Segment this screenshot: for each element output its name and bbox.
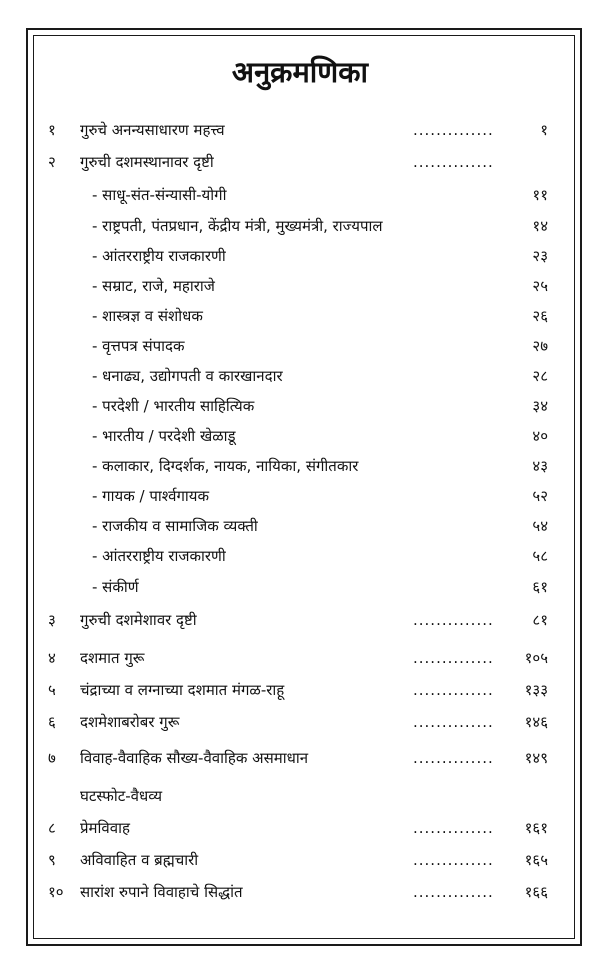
toc-entry-title: सारांश रुपाने विवाहाचे सिद्धांत xyxy=(80,883,243,901)
toc-entry xyxy=(0,606,600,634)
toc-entry-page: ११ xyxy=(532,186,548,204)
toc-entry-leader: .............. xyxy=(413,649,494,667)
toc-entry-number: ५ xyxy=(48,681,56,699)
toc-entry-title: दशमेशाबरोबर गुरू xyxy=(80,713,180,731)
toc-entry xyxy=(0,708,600,736)
toc-entry xyxy=(0,302,600,330)
toc-entry-title: - धनाढ्य, उद्योगपती व कारखानदार xyxy=(92,367,283,385)
toc-entry-page: ५४ xyxy=(532,517,548,535)
toc-entry-title: - संकीर्ण xyxy=(92,578,139,596)
toc-entry-leader: .............. xyxy=(413,749,494,767)
toc-entry xyxy=(0,392,600,420)
toc-entry-title: अविवाहित व ब्रह्मचारी xyxy=(80,851,199,869)
toc-entry-page: १ xyxy=(540,121,548,139)
toc-entry-title: - राष्ट्रपती, पंतप्रधान, केंद्रीय मंत्री, मुख्यमंत्री, राज्यपाल xyxy=(92,217,383,235)
toc-entry-title: प्रेमविवाह xyxy=(80,819,130,837)
toc-entry xyxy=(0,181,600,209)
toc-entry-number: २ xyxy=(48,153,56,171)
toc-entry-number: ९ xyxy=(48,851,56,869)
toc-entry-title: - वृत्तपत्र संपादक xyxy=(92,337,185,355)
toc-entry-leader: .............. xyxy=(413,819,494,837)
toc-entry xyxy=(0,116,600,144)
toc-entry-title: - आंतरराष्ट्रीय राजकारणी xyxy=(92,547,226,565)
toc-entry-title: गुरुची दशमस्थानावर दृष्टी xyxy=(80,153,214,171)
toc-entry xyxy=(0,573,600,601)
toc-entry xyxy=(0,148,600,176)
toc-entry-title: गुरुचे अनन्यसाधारण महत्त्व xyxy=(80,121,225,139)
toc-entry-page: १३३ xyxy=(524,681,548,699)
toc-entry-number: ३ xyxy=(48,611,56,629)
toc-entry-page: १४ xyxy=(532,217,548,235)
toc-entry xyxy=(0,744,600,772)
toc-entry-page: २६ xyxy=(532,307,548,325)
toc-entry-title: विवाह-वैवाहिक सौख्य-वैवाहिक असमाधान xyxy=(80,749,309,767)
toc-entry-leader: .............. xyxy=(413,611,494,629)
toc-entry-page: १६१ xyxy=(524,819,548,837)
toc-entry-title: दशमात गुरू xyxy=(80,649,145,667)
page-title: अनुक्रमणिका xyxy=(231,55,369,89)
toc-entry-page: ४० xyxy=(532,427,548,445)
toc-entry xyxy=(0,242,600,270)
toc-entry xyxy=(0,542,600,570)
toc-entry xyxy=(0,878,600,906)
toc-entry-page: ८१ xyxy=(532,611,548,629)
toc-entry-number: ४ xyxy=(48,649,56,667)
toc-entry xyxy=(0,846,600,874)
toc-entry-page: १६६ xyxy=(524,883,548,901)
toc-entry-page: ४३ xyxy=(532,457,548,475)
toc-entry-number: १ xyxy=(48,121,56,139)
toc-entry-page: ६१ xyxy=(532,578,548,596)
toc-entry xyxy=(0,212,600,240)
toc-entry-number: ८ xyxy=(48,819,56,837)
toc-entry-title: घटस्फोट-वैधव्य xyxy=(80,787,163,805)
toc-entry-title: - कलाकार, दिग्दर्शक, नायक, नायिका, संगीतकार xyxy=(92,457,359,475)
toc-entry xyxy=(0,644,600,672)
toc-entry-page: १४९ xyxy=(524,749,548,767)
toc-entry-title: - गायक / पार्श्वगायक xyxy=(92,487,209,505)
toc-entry-page: २८ xyxy=(532,367,548,385)
toc-entry-page: २५ xyxy=(532,277,548,295)
toc-entry-title: - साधू-संत-संन्यासी-योगी xyxy=(92,186,227,204)
toc-entry-page: १६५ xyxy=(524,851,548,869)
toc-entry xyxy=(0,676,600,704)
toc-entry xyxy=(0,512,600,540)
toc-entry xyxy=(0,332,600,360)
toc-entry-leader: .............. xyxy=(413,681,494,699)
toc-entry-title: - भारतीय / परदेशी खेळाडू xyxy=(92,427,236,445)
toc-entry xyxy=(0,482,600,510)
toc-entry-number: ७ xyxy=(48,749,56,767)
toc-entry-title: - सम्राट, राजे, महाराजे xyxy=(92,277,215,295)
toc-entry-title: - शास्त्रज्ञ व संशोधक xyxy=(92,307,203,325)
toc-entry-page: ५२ xyxy=(532,487,548,505)
toc-entry xyxy=(0,422,600,450)
toc-entry-title: - परदेशी / भारतीय साहित्यिक xyxy=(92,397,255,415)
toc-entry xyxy=(0,814,600,842)
toc-entry-page: २७ xyxy=(532,337,548,355)
toc-entry-page: १०५ xyxy=(524,649,548,667)
toc-entry-title: - आंतरराष्ट्रीय राजकारणी xyxy=(92,247,226,265)
toc-entry-leader: .............. xyxy=(413,121,494,139)
toc-entry-title: - राजकीय व सामाजिक व्यक्ती xyxy=(92,517,258,535)
toc-entry-leader: .............. xyxy=(413,883,494,901)
toc-entry-leader: .............. xyxy=(413,851,494,869)
toc-entry xyxy=(0,782,600,810)
toc-entry-number: ६ xyxy=(48,713,56,731)
toc-entry-page: १४६ xyxy=(524,713,548,731)
toc-entry-title: गुरुची दशमेशावर दृष्टी xyxy=(80,611,197,629)
toc-entry-page: २३ xyxy=(532,247,548,265)
toc-entry xyxy=(0,362,600,390)
toc-entry-page: ५८ xyxy=(532,547,548,565)
toc-entry-title: चंद्राच्या व लग्नाच्या दशमात मंगळ-राहू xyxy=(80,681,285,699)
toc-entry-leader: .............. xyxy=(413,153,494,171)
toc-entry-page: ३४ xyxy=(532,397,548,415)
toc-entry xyxy=(0,452,600,480)
toc-entry-leader: .............. xyxy=(413,713,494,731)
toc-entry-number: १० xyxy=(48,883,64,901)
toc-entry xyxy=(0,272,600,300)
